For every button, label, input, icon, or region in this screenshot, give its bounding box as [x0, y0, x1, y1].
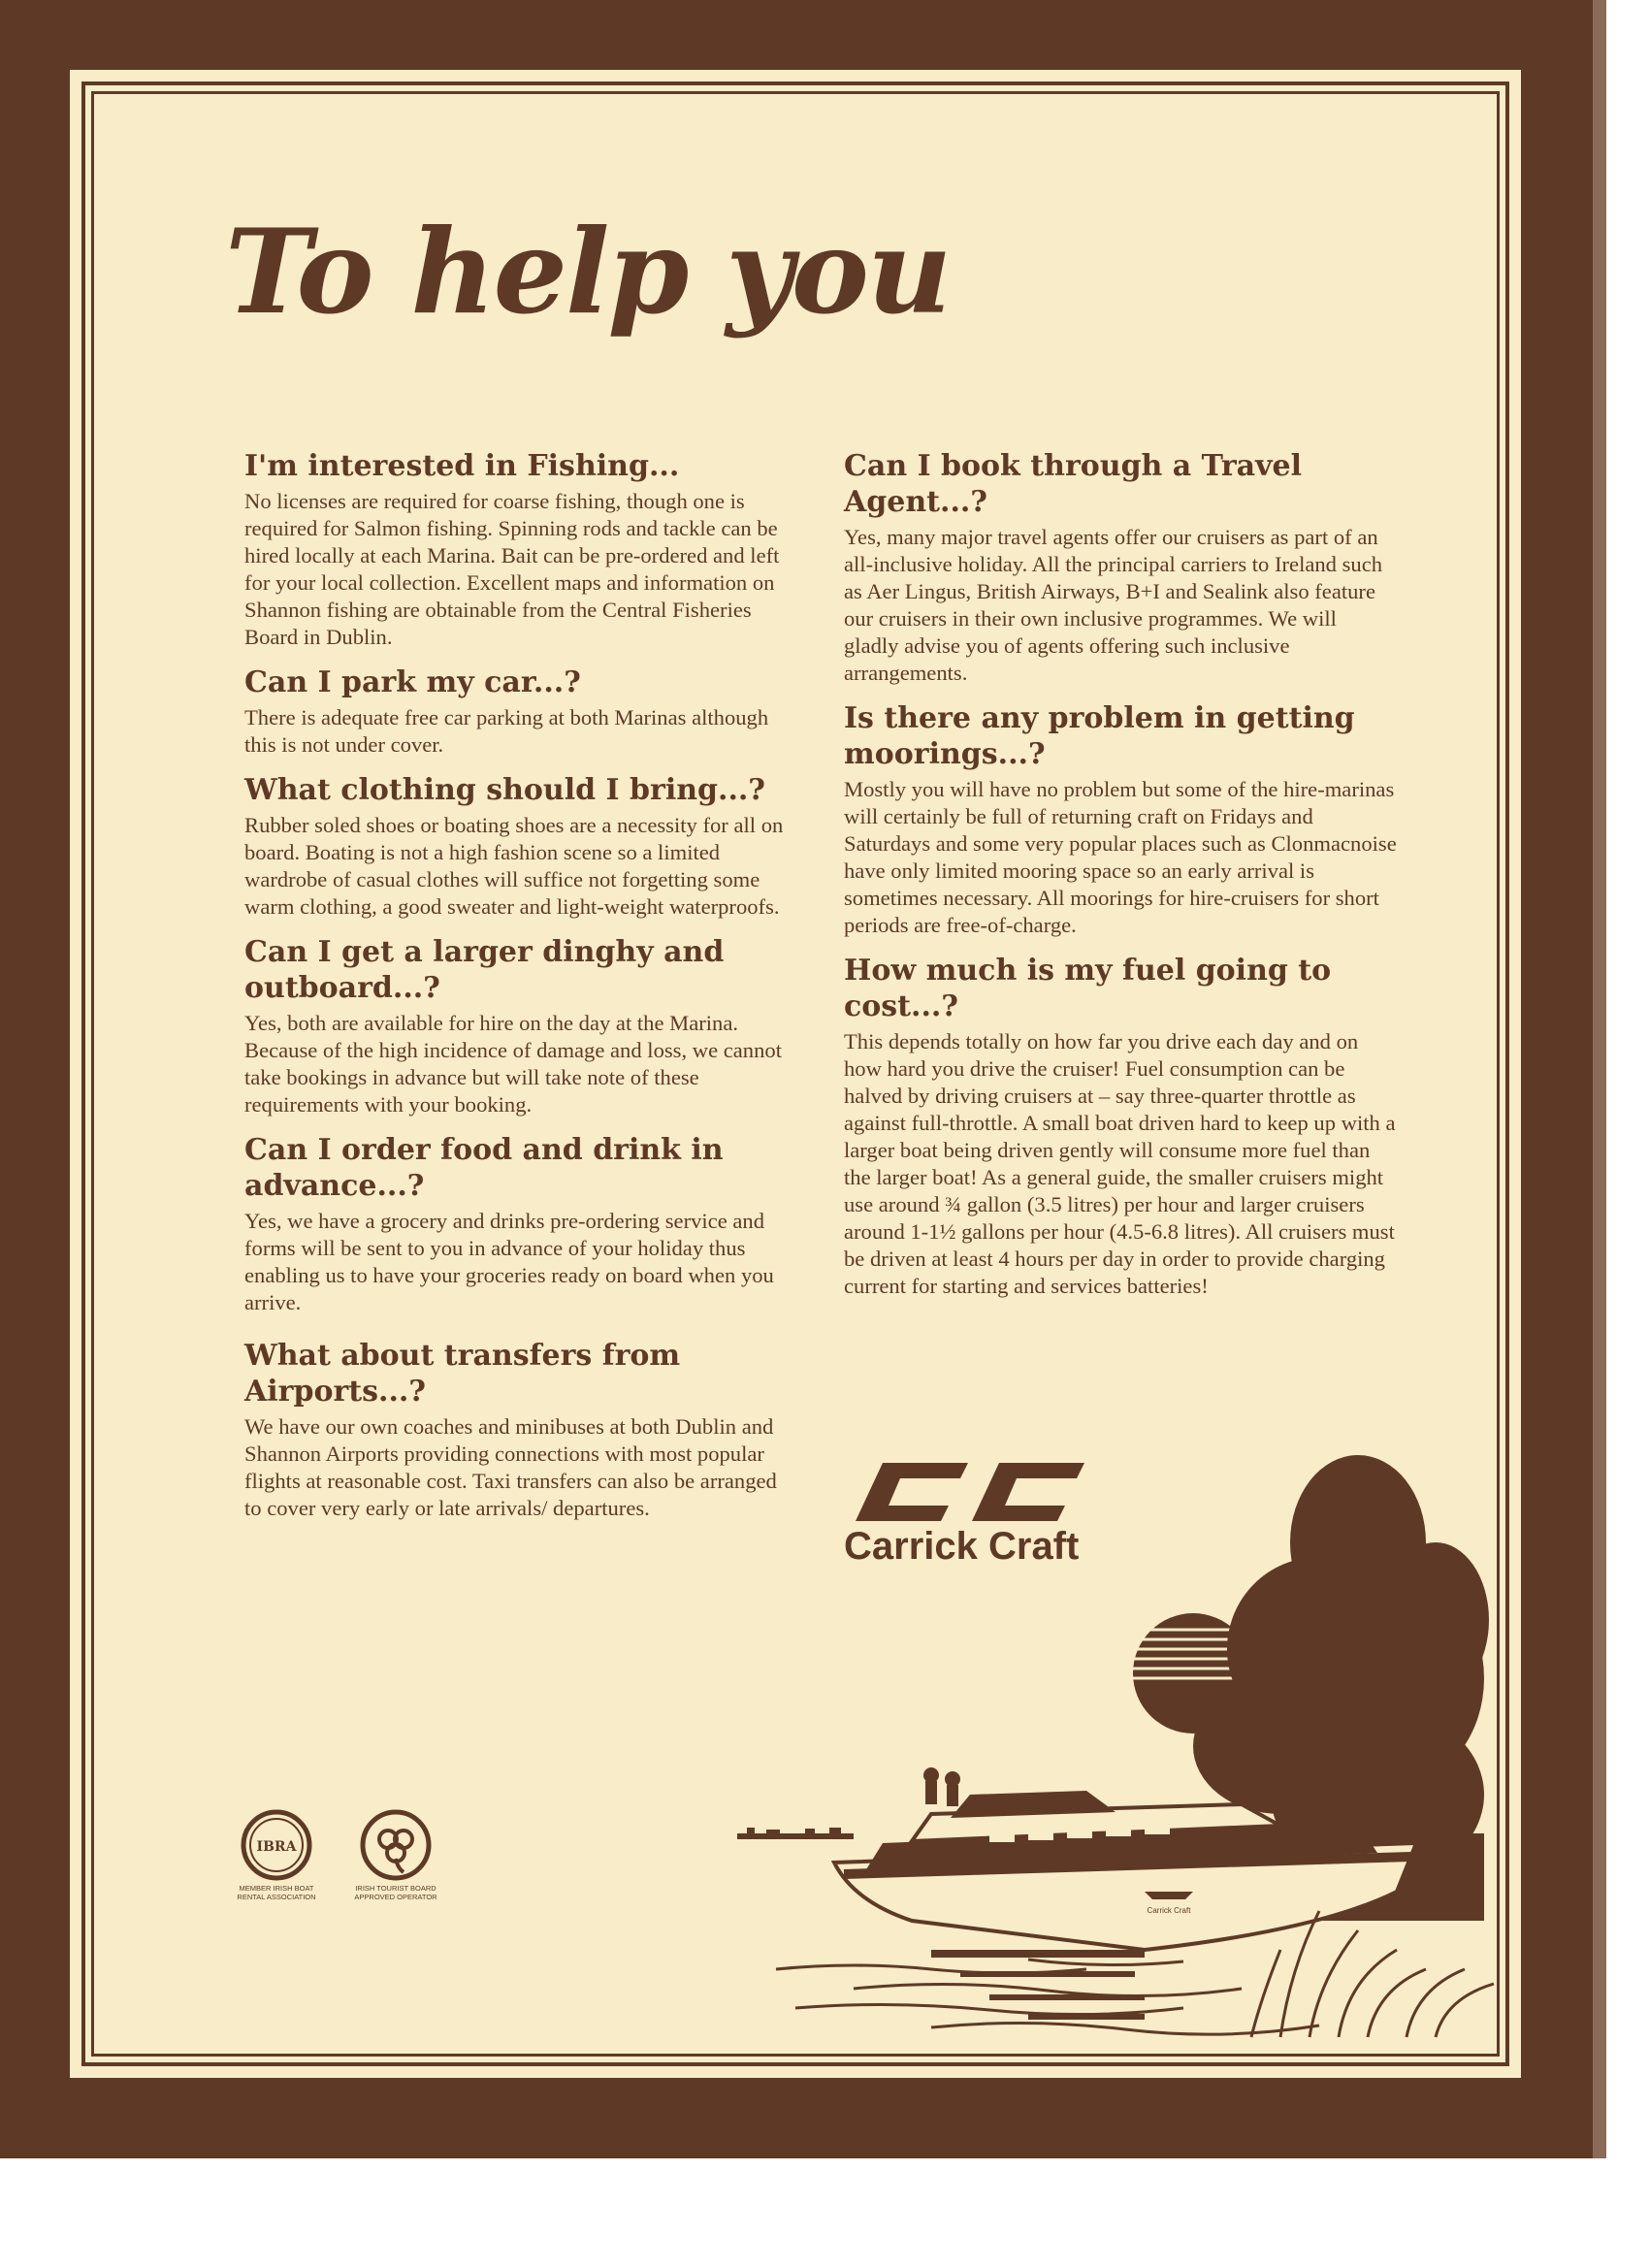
boat-scene-illustration [737, 1426, 1513, 2051]
boat-hull-brand: Carrick Craft [1147, 1906, 1191, 1915]
caption-line: APPROVED OPERATOR [354, 1893, 437, 1901]
faq-answer: This depends totally on how far you drive each day and on how hard you drive the cruiser! Fuel consumption can be halved by driving cruisers at – say three-quarter throttle as against full-throttle. A small boat driven hard to keep up with a larger boat being driven gently will consume more fuel than the larger boat! As a general guide, the smaller cruisers might use around ¾ gallon (3.5 litres) per hour and larger cruisers around 1-1½ gallons per hour (4.5-6.8 litres). All cruisers must be driven at least 4 hours per day in order to provide charging current for starting and services batteries! [844, 1029, 1396, 1298]
faq-item-dinghy [244, 934, 797, 1118]
faq-question: Can I book through a Travel Agent...? [844, 449, 1302, 519]
caption-line: RENTAL ASSOCIATION [237, 1893, 316, 1901]
faq-answer: Rubber soled shoes or boating shoes are a necessity for all on board. Boating is not a high fashion scene so a limited wardrobe of casual clothes will suffice not forgetting some warm clothing, a good sweater and light-weight waterproofs. [244, 813, 784, 919]
reeds-graphic [1251, 1911, 1494, 2037]
ibra-caption [213, 1884, 340, 1901]
faq-question: What about transfers from Airports...? [244, 1339, 681, 1409]
faq-item-parking [244, 664, 797, 759]
faq-item-food [244, 1132, 797, 1316]
brand-name: Carrick Craft [844, 1525, 1080, 1568]
faq-answer: Yes, both are available for hire on the day at the Marina. Because of the high incidence of damage and loss, we cannot take bookings in advance but will take note of these requirements with your booking. [244, 1011, 782, 1117]
ibra-badge-text: IBRA [256, 1839, 297, 1855]
page-title: To help you [225, 204, 951, 340]
caption-line: IRISH TOURIST BOARD [355, 1884, 436, 1893]
faq-answer: Yes, we have a grocery and drinks pre-ordering service and forms will be sent to you in advance of your holiday thus enabling us to have your groceries ready on board when you arrive. [244, 1209, 774, 1314]
faq-question: Can I order food and drink in advance...? [244, 1133, 724, 1203]
faq-item-clothing [244, 772, 797, 921]
faq-question: I'm interested in Fishing... [244, 449, 680, 483]
faq-answer: Yes, many major travel agents offer our cruisers as part of an all-inclusive holiday. All the principal carriers to Ireland such as Aer Lingus, British Airways, B+I and Sealink also feature our cruisers in their own inclusive programmes. We will gladly advise you of agents offering such inclusive arrangements. [844, 525, 1383, 685]
right-column [844, 448, 1397, 1313]
left-column [244, 448, 797, 1536]
shoreline-graphic [737, 1828, 854, 1839]
faq-question: Can I park my car...? [244, 665, 581, 699]
page-edge [1593, 0, 1606, 2158]
faq-answer: We have our own coaches and minibuses at both Dublin and Shannon Airports providing connections with most popular flights at reasonable cost. Taxi transfers can also be arranged to cover very early or late arrivals/ departures. [244, 1414, 777, 1520]
ibra-badge-icon [233, 1806, 320, 1888]
faq-question: Is there any problem in getting moorings...? [844, 701, 1355, 771]
faq-item-fishing [244, 448, 797, 651]
faq-question: Can I get a larger dinghy and outboard...? [244, 935, 725, 1005]
caption-line: MEMBER IRISH BOAT [239, 1884, 314, 1893]
faq-item-fuel [844, 953, 1397, 1300]
faq-item-travel-agent [844, 448, 1397, 687]
shamrock-caption [333, 1884, 459, 1901]
faq-item-transfers [244, 1338, 797, 1522]
faq-question: What clothing should I bring...? [244, 773, 765, 807]
faq-question: How much is my fuel going to cost...? [844, 954, 1332, 1023]
faq-answer: No licenses are required for coarse fishing, though one is required for Salmon fishing. Spinning rods and tackle can be hired locally at each Marina. Bait can be pre-ordered and left for your local collection. Excellent maps and information on Shannon fishing are obtainable from the Central Fisheries Board in Dublin. [244, 489, 780, 649]
faq-answer: Mostly you will have no problem but some of the hire-marinas will certainly be full of returning craft on Fridays and Saturdays and some very popular places such as Clonmacnoise have only limited mooring space so an early arrival is sometimes necessary. All moorings for hire-cruisers for short periods are free-of-charge. [844, 777, 1397, 937]
faq-item-moorings [844, 700, 1397, 939]
shamrock-badge-icon [357, 1806, 435, 1888]
faq-answer: There is adequate free car parking at both Marinas although this is not under cover. [244, 705, 769, 757]
